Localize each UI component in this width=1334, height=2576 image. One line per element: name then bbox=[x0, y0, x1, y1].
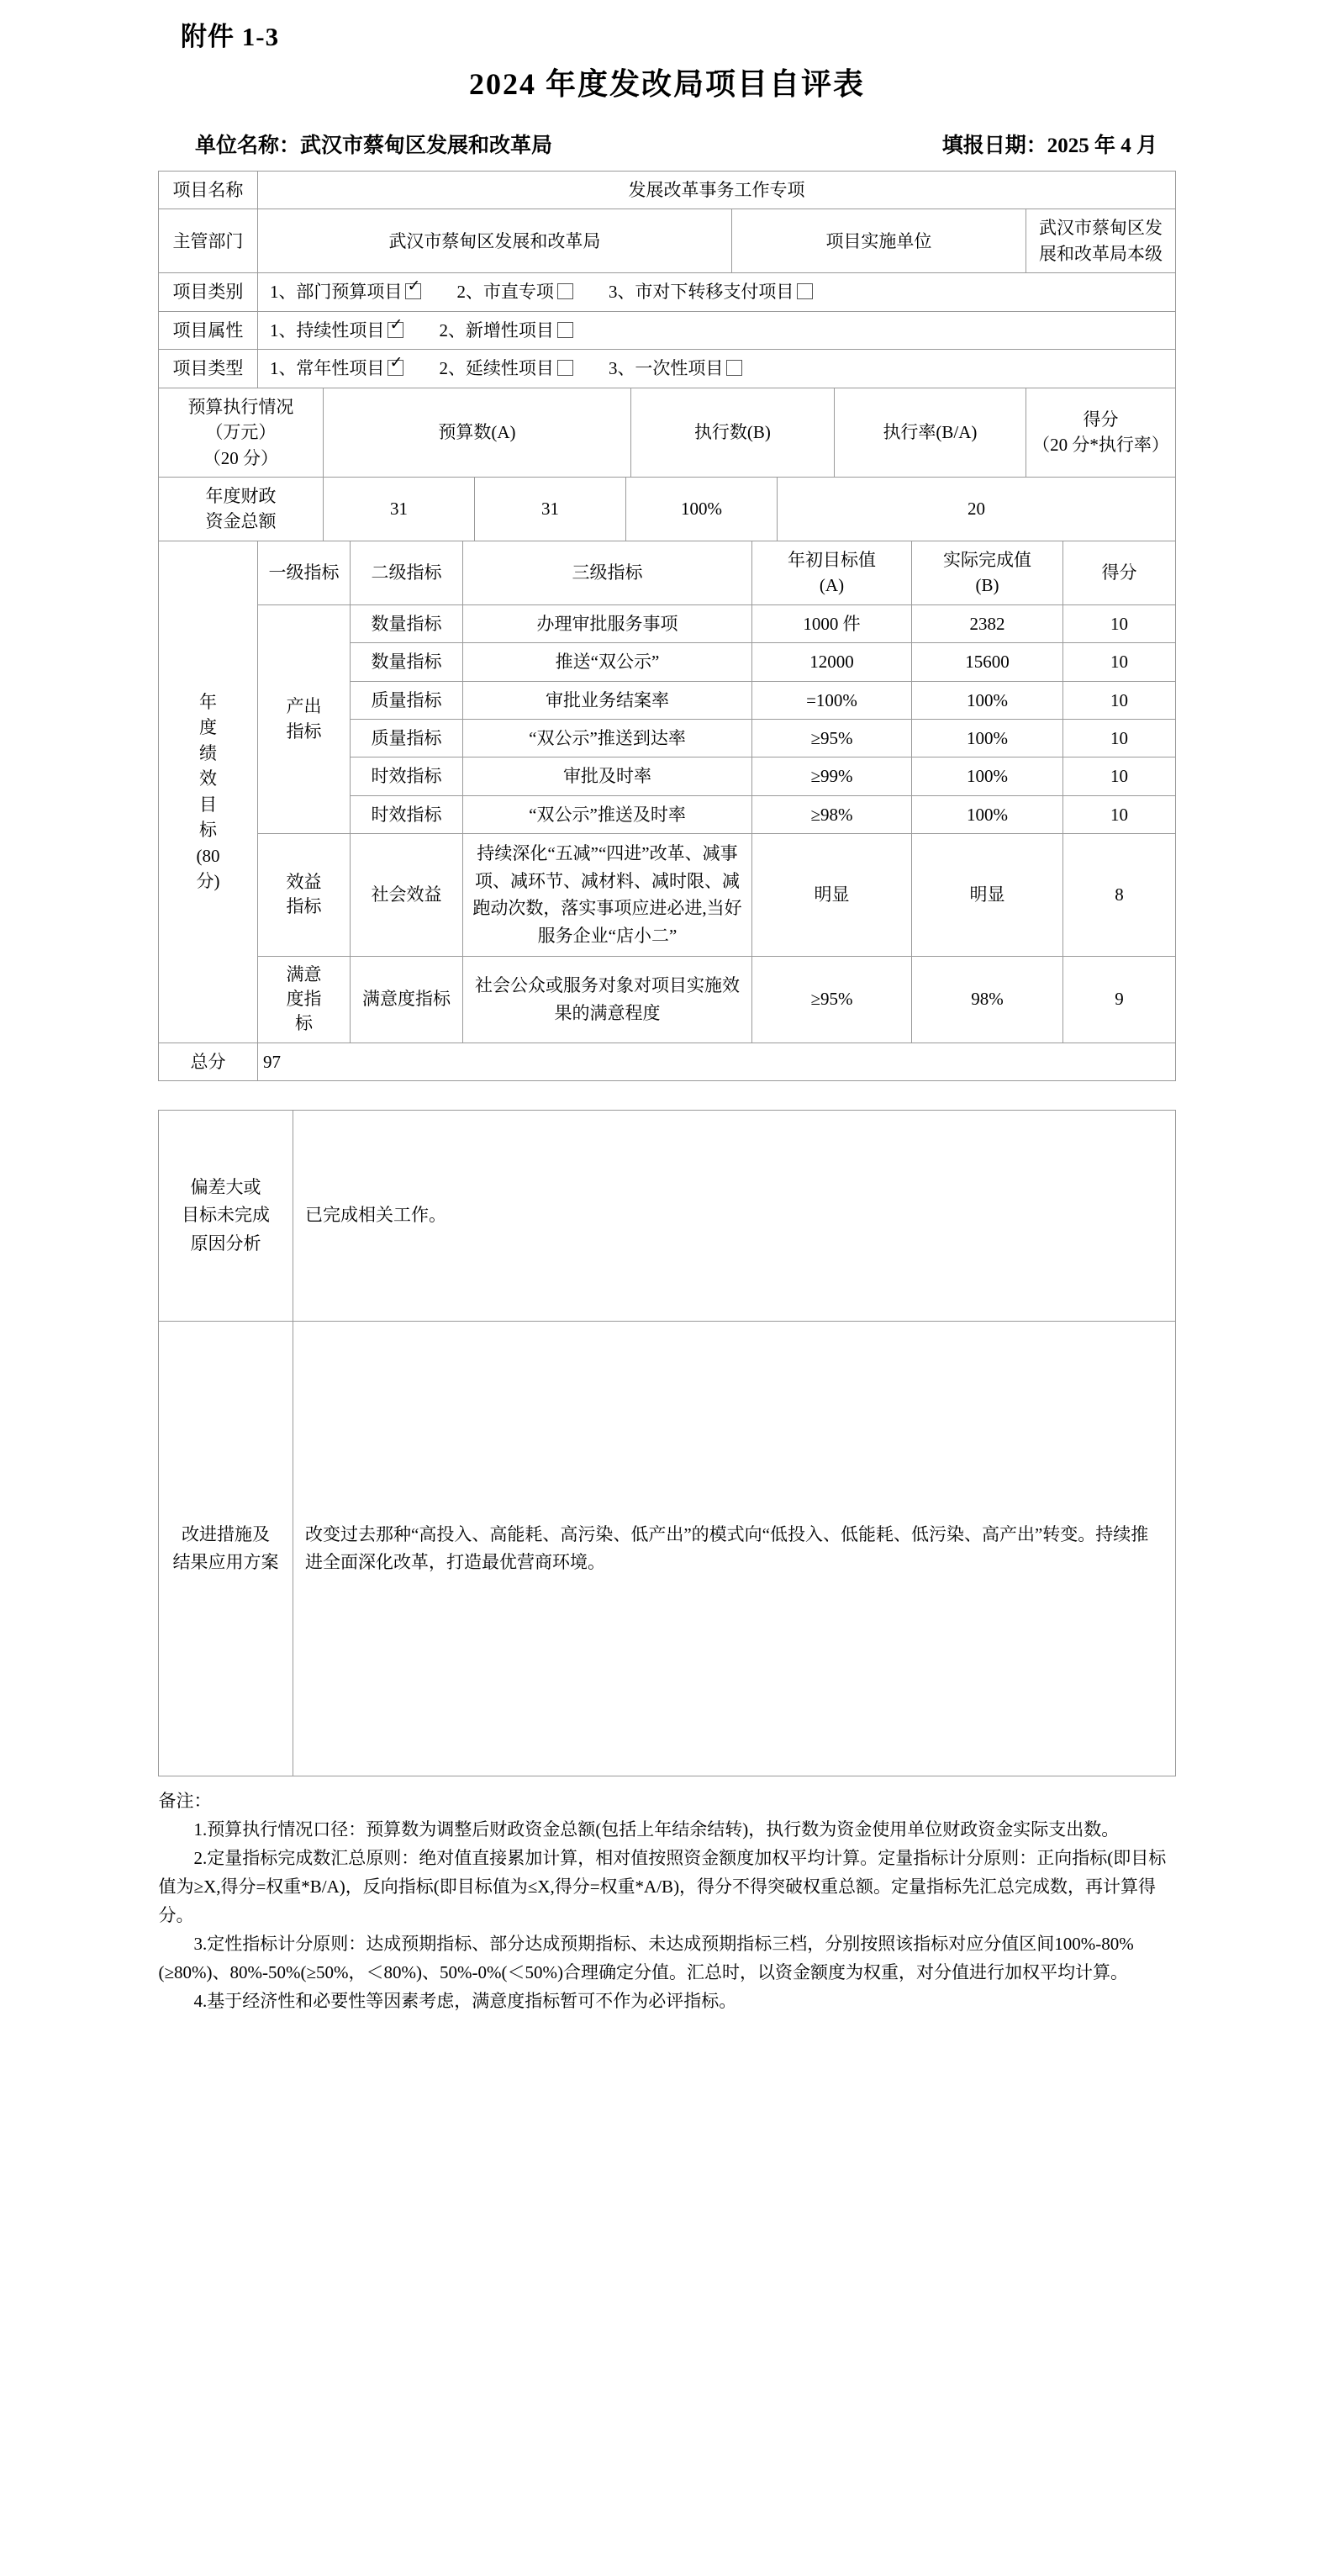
table-row bbox=[158, 311, 1175, 349]
perf-item-0-score: 10 bbox=[1063, 604, 1176, 642]
footnote-item-3: 4.基于经济性和必要性等因素考虑，满意度指标暂可不作为必评指标。 bbox=[193, 1991, 737, 2012]
category-options bbox=[257, 273, 1175, 311]
table-row bbox=[159, 541, 1176, 604]
budget-label-line3: （20 分） bbox=[203, 447, 279, 468]
checkbox-icon[interactable] bbox=[388, 322, 403, 338]
project-name-value: 发展改革事务工作专项 bbox=[257, 172, 1175, 209]
table-row bbox=[158, 209, 1175, 273]
performance-table bbox=[158, 541, 1176, 1081]
perf-item-0-actual: 2382 bbox=[912, 604, 1063, 642]
perf-item-5-actual: 100% bbox=[912, 795, 1063, 833]
type-option-2-label: 3、一次性项目 bbox=[608, 358, 724, 379]
budget-label-line2: （万元） bbox=[205, 422, 277, 443]
category-option-2-label: 3、市对下转移支付项目 bbox=[608, 282, 794, 303]
table-row bbox=[159, 1322, 1176, 1776]
perf-head-actual-line2: (B) bbox=[975, 575, 999, 596]
analysis-value: 已完成相关工作。 bbox=[293, 1111, 1176, 1322]
perf-item-5-l3: “双公示”推送及时率 bbox=[463, 795, 752, 833]
checkbox-icon[interactable] bbox=[557, 322, 573, 338]
checkbox-icon[interactable] bbox=[726, 360, 742, 376]
budget-head-exec: 执行数(B) bbox=[630, 388, 834, 477]
category-option-1-label: 2、市直专项 bbox=[456, 282, 554, 303]
section-gap bbox=[0, 1081, 1334, 1110]
perf-item-3-score: 10 bbox=[1063, 720, 1176, 757]
perf-side-label-line: 年 bbox=[199, 691, 217, 712]
perf-item-1-l2: 数量指标 bbox=[351, 643, 463, 681]
perf-item-2-actual: 100% bbox=[912, 681, 1063, 719]
table-row bbox=[159, 956, 1176, 1043]
type-options bbox=[257, 350, 1175, 388]
budget-head-score-line1: 得分 bbox=[1083, 409, 1119, 430]
perf-item-5-score: 10 bbox=[1063, 795, 1176, 833]
table-row bbox=[158, 350, 1175, 388]
perf-benefit-score: 8 bbox=[1063, 834, 1176, 956]
table-row bbox=[158, 388, 1175, 477]
perf-item-3-actual: 100% bbox=[912, 720, 1063, 757]
dept-label: 主管部门 bbox=[158, 209, 257, 273]
checkbox-icon[interactable] bbox=[405, 283, 421, 299]
budget-head-rate: 执行率(B/A) bbox=[834, 388, 1026, 477]
perf-side-label-line: 标 bbox=[199, 820, 217, 841]
perf-item-0-target: 1000 件 bbox=[752, 604, 912, 642]
analysis-label-line3: 原因分析 bbox=[190, 1233, 261, 1254]
attribute-option-1-label: 2、新增性项目 bbox=[439, 319, 554, 340]
perf-side-label-line: (80 bbox=[196, 845, 220, 866]
perf-head-l2: 二级指标 bbox=[351, 541, 463, 604]
perf-item-4-l2: 时效指标 bbox=[351, 757, 463, 795]
project-name-label: 项目名称 bbox=[158, 172, 257, 209]
perf-item-2-score: 10 bbox=[1063, 681, 1176, 719]
category-option-0[interactable] bbox=[270, 279, 425, 304]
page-title: 2024 年度发改局项目自评表 bbox=[468, 67, 865, 101]
footnote-item-0: 1.预算执行情况口径：预算数为调整后财政资金总额(包括上年结余结转)，执行数为资金使用单位财政资金实际支出数。 bbox=[193, 1819, 1120, 1840]
perf-satisfaction-l3: 社会公众或服务对象对项目实施效果的满意程度 bbox=[463, 956, 752, 1043]
perf-head-score: 得分 bbox=[1063, 541, 1176, 604]
budget-head-score-line2: （20 分*执行率） bbox=[1032, 435, 1169, 456]
table-row bbox=[159, 834, 1176, 956]
perf-head-target bbox=[752, 541, 912, 604]
analysis-label bbox=[159, 1111, 293, 1322]
perf-head-l1 bbox=[258, 541, 351, 604]
perf-benefit-l3: 持续深化“五减”“四进”改革、减事项、减环节、减材料、减时限、减跑动次数，落实事项应进必进,当好服务企业“店小二” bbox=[463, 834, 752, 956]
footnote-item-1: 2.定量指标完成数汇总原则：绝对值直接累加计算，相对值按照资金额度加权平均计算。定量指标计分原则：正向指标(即目标值为≥X,得分=权重*B/A)，反向指标(即目标值为≤X,得分=权重*A/B)，得分不得突破权重总额。定量指标先汇总完成数，再计算得分。 bbox=[158, 1848, 1167, 1926]
perf-group-benefit: 效益 指标 bbox=[258, 834, 351, 956]
checkbox-icon[interactable] bbox=[797, 283, 813, 299]
perf-benefit-target: 明显 bbox=[752, 834, 912, 956]
fill-date: 填报日期：2025 年 4 月 bbox=[941, 135, 1157, 157]
total-label: 总分 bbox=[159, 1043, 258, 1080]
perf-side-label-line: 绩 bbox=[199, 742, 217, 763]
attachment-number: 附件 1-3 bbox=[181, 22, 280, 51]
perf-item-0-l2: 数量指标 bbox=[351, 604, 463, 642]
category-label: 项目类别 bbox=[158, 273, 257, 311]
attribute-option-0-label: 1、持续性项目 bbox=[269, 319, 385, 340]
table-row bbox=[159, 1043, 1176, 1080]
perf-item-1-actual: 15600 bbox=[912, 643, 1063, 681]
category-option-0-label: 1、部门预算项目 bbox=[269, 282, 403, 303]
notes-table bbox=[158, 1110, 1176, 1776]
perf-group-output: 产出 指标 bbox=[258, 604, 351, 834]
table-row bbox=[159, 477, 1176, 541]
type-option-2[interactable] bbox=[609, 356, 746, 381]
attribute-option-0[interactable] bbox=[270, 318, 408, 343]
perf-item-4-target: ≥99% bbox=[752, 757, 912, 795]
budget-value: 31 bbox=[324, 477, 475, 541]
budget-row-label-line2: 资金总额 bbox=[205, 511, 277, 532]
perf-satisfaction-score: 9 bbox=[1063, 956, 1176, 1043]
type-option-1[interactable] bbox=[439, 356, 577, 381]
dept-value: 武汉市蔡甸区发展和改革局 bbox=[257, 209, 731, 273]
perf-item-3-l3: “双公示”推送到达率 bbox=[463, 720, 752, 757]
type-option-0-label: 1、常年性项目 bbox=[269, 358, 385, 379]
total-value: 97 bbox=[258, 1043, 1176, 1080]
budget-head-budget: 预算数(A) bbox=[323, 388, 630, 477]
table-row bbox=[159, 604, 1176, 642]
perf-side-label-line: 效 bbox=[199, 768, 217, 789]
checkbox-icon[interactable] bbox=[557, 283, 573, 299]
perf-item-2-l2: 质量指标 bbox=[351, 681, 463, 719]
self-assessment-table bbox=[158, 171, 1176, 478]
impl-unit-value: 武汉市蔡甸区发展和改革局本级 bbox=[1026, 209, 1175, 273]
perf-side-label-line: 目 bbox=[199, 794, 217, 815]
perf-item-2-target: =100% bbox=[752, 681, 912, 719]
category-option-2[interactable] bbox=[609, 279, 817, 304]
budget-row-label bbox=[159, 477, 324, 541]
perf-satisfaction-actual: 98% bbox=[912, 956, 1063, 1043]
footnote-item-2: 3.定性指标计分原则：达成预期指标、部分达成预期指标、未达成预期指标三档，分别按照该指标对应分值区间100%-80%(≥80%)、80%-50%(≥50%，＜80%)、50%-0%(＜50%)合理确定分值。汇总时，以资金额度为权重，对分值进行加权平均计算。 bbox=[158, 1934, 1134, 1983]
perf-head-actual-line1: 实际完成值 bbox=[943, 549, 1031, 570]
budget-values-table bbox=[158, 477, 1176, 541]
footnote-title: 备注： bbox=[158, 1791, 212, 1812]
attribute-label: 项目属性 bbox=[158, 311, 257, 349]
perf-side-label-line: 分) bbox=[196, 871, 220, 892]
budget-label-line1: 预算执行情况 bbox=[187, 396, 294, 417]
impl-unit-label: 项目实施单位 bbox=[731, 209, 1026, 273]
perf-item-3-l2: 质量指标 bbox=[351, 720, 463, 757]
perf-benefit-actual: 明显 bbox=[912, 834, 1063, 956]
perf-item-4-actual: 100% bbox=[912, 757, 1063, 795]
perf-item-4-l3: 审批及时率 bbox=[463, 757, 752, 795]
budget-section-label bbox=[158, 388, 323, 477]
exec-value: 31 bbox=[475, 477, 626, 541]
perf-item-5-target: ≥98% bbox=[752, 795, 912, 833]
perf-side-label bbox=[159, 541, 258, 1043]
meta-row bbox=[0, 129, 1334, 159]
budget-score-value: 20 bbox=[778, 477, 1176, 541]
checkbox-icon[interactable] bbox=[388, 360, 403, 376]
type-option-0[interactable] bbox=[270, 356, 408, 381]
improvement-label bbox=[159, 1322, 293, 1776]
perf-benefit-l2: 社会效益 bbox=[351, 834, 463, 956]
perf-head-actual bbox=[912, 541, 1063, 604]
perf-group-satisfaction: 满意 度指 标 bbox=[258, 956, 351, 1043]
perf-side-label-line: 度 bbox=[199, 717, 217, 738]
budget-row-label-line1: 年度财政 bbox=[205, 485, 277, 506]
analysis-label-line2: 目标未完成 bbox=[182, 1205, 270, 1226]
attribute-option-1[interactable] bbox=[439, 318, 577, 343]
perf-item-1-score: 10 bbox=[1063, 643, 1176, 681]
budget-head-score bbox=[1026, 388, 1175, 477]
perf-head-target-line1: 年初目标值 bbox=[788, 549, 876, 570]
table-row bbox=[159, 1111, 1176, 1322]
type-label: 项目类型 bbox=[158, 350, 257, 388]
analysis-label-line1: 偏差大或 bbox=[190, 1176, 261, 1197]
category-option-1[interactable] bbox=[456, 279, 577, 304]
improvement-value: 改变过去那种“高投入、高能耗、高污染、低产出”的模式向“低投入、低能耗、低污染、高产出”转变。持续推进全面深化改革，打造最优营商环境。 bbox=[293, 1322, 1176, 1776]
rate-value: 100% bbox=[626, 477, 778, 541]
table-row bbox=[158, 172, 1175, 209]
perf-satisfaction-l2: 满意度指标 bbox=[351, 956, 463, 1043]
perf-item-2-l3: 审批业务结案率 bbox=[463, 681, 752, 719]
perf-item-1-l3: 推送“双公示” bbox=[463, 643, 752, 681]
improvement-label-line2: 结果应用方案 bbox=[172, 1552, 279, 1573]
perf-item-1-target: 12000 bbox=[752, 643, 912, 681]
attribute-options bbox=[257, 311, 1175, 349]
perf-item-0-l3: 办理审批服务事项 bbox=[463, 604, 752, 642]
footnotes bbox=[159, 1787, 1176, 2015]
improvement-label-line1: 改进措施及 bbox=[182, 1523, 270, 1544]
table-row bbox=[158, 273, 1175, 311]
perf-head-target-line2: (A) bbox=[819, 575, 845, 596]
perf-item-3-target: ≥95% bbox=[752, 720, 912, 757]
perf-item-5-l2: 时效指标 bbox=[351, 795, 463, 833]
perf-satisfaction-target: ≥95% bbox=[752, 956, 912, 1043]
checkbox-icon[interactable] bbox=[557, 360, 573, 376]
perf-head-l1-text: 一级指标 bbox=[268, 562, 340, 583]
perf-item-4-score: 10 bbox=[1063, 757, 1176, 795]
perf-head-l3: 三级指标 bbox=[463, 541, 752, 604]
type-option-1-label: 2、延续性项目 bbox=[439, 358, 554, 379]
unit-name: 单位名称：武汉市蔡甸区发展和改革局 bbox=[195, 135, 553, 157]
